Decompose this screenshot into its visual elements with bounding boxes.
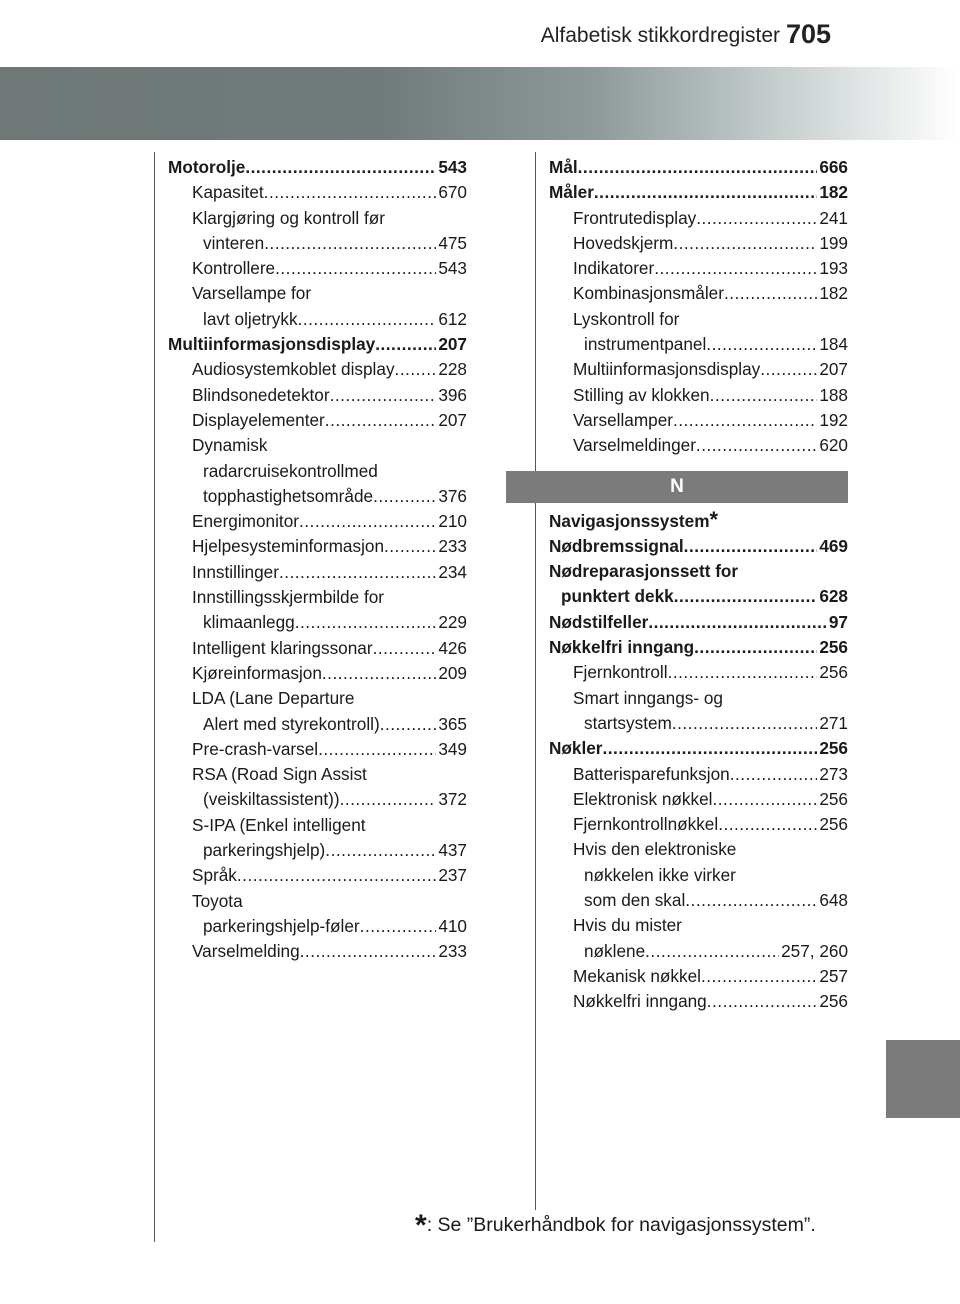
dot-leader (685, 888, 817, 913)
index-term: Nøkkelfri inngang (549, 637, 695, 658)
index-page-ref: 229 (438, 612, 467, 633)
index-page-ref: 237 (438, 865, 467, 886)
index-term: Innstillingsskjermbilde for (192, 587, 384, 608)
dot-leader (275, 256, 436, 281)
index-term: LDA (Lane Departure (192, 688, 355, 709)
index-subentry (168, 813, 467, 838)
index-page-ref: 184 (819, 334, 848, 355)
index-subentry (549, 913, 848, 938)
index-page-ref: 271 (819, 712, 848, 733)
index-term: Elektronisk nøkkel (573, 788, 713, 809)
dot-leader (264, 180, 437, 205)
index-term: Kapasitet (192, 182, 264, 203)
index-page-ref: 233 (438, 536, 467, 557)
index-page-ref: 273 (819, 763, 848, 784)
index-page-ref: 372 (438, 789, 467, 810)
index-term: Multiinformasjonsdisplay (168, 334, 376, 355)
index-term: Mekanisk nøkkel (573, 965, 701, 986)
footnote-text: : Se ”Brukerhåndbok for navigasjonssystem”. (426, 1214, 816, 1236)
index-subentry (549, 660, 848, 685)
index-term: Alert med styrekontroll) (203, 713, 380, 734)
index-term: Kontrollere (192, 258, 276, 279)
index-term: nøkkelen ikke virker (584, 864, 736, 885)
dot-leader (322, 661, 436, 686)
index-subentry (168, 939, 467, 964)
index-page-ref: 228 (438, 359, 467, 380)
dot-leader (318, 737, 436, 762)
index-page-ref: 670 (438, 182, 467, 203)
index-term: Pre-crash-varsel (192, 738, 319, 759)
index-term: Multiinformasjonsdisplay (573, 359, 761, 380)
dot-leader (696, 433, 817, 458)
index-entry (168, 155, 467, 180)
index-subentry (549, 762, 848, 787)
dot-leader (325, 838, 436, 863)
index-page-ref: 410 (438, 915, 467, 936)
index-subentry (549, 256, 848, 281)
index-page-ref: 188 (819, 384, 848, 405)
index-term: topphastighetsområde (203, 485, 374, 506)
index-page-ref: 233 (438, 941, 467, 962)
index-page-ref: 207 (438, 409, 467, 430)
dot-leader (696, 206, 817, 231)
index-term: punktert dekk (561, 586, 674, 607)
index-subentry (549, 837, 848, 862)
index-page-ref: 207 (438, 334, 467, 355)
dot-leader (360, 914, 437, 939)
index-term: S-IPA (Enkel intelligent (192, 814, 366, 835)
index-subentry (168, 610, 467, 635)
index-term: Klargjøring og kontroll før (192, 207, 385, 228)
dot-leader (706, 332, 817, 357)
index-term: Nødreparasjonssett for (549, 561, 739, 582)
index-page-ref: 193 (819, 258, 848, 279)
dot-leader (707, 989, 818, 1014)
dot-leader (673, 231, 817, 256)
index-term: Batterisparefunksjon (573, 763, 730, 784)
index-subentry (549, 863, 848, 888)
index-term: instrumentpanel (584, 334, 707, 355)
dot-leader (694, 635, 817, 660)
index-group-m (549, 155, 848, 459)
dot-leader (330, 383, 437, 408)
footnote (415, 1205, 816, 1242)
index-page-ref: 207 (819, 359, 848, 380)
index-page-ref: 257 (819, 965, 848, 986)
index-subentry (168, 180, 467, 205)
index-term: Dynamisk (192, 435, 268, 456)
index-term: klimaanlegg (203, 612, 295, 633)
index-entry (168, 332, 467, 357)
dot-leader (264, 231, 436, 256)
index-page-ref: 349 (438, 738, 467, 759)
index-subentry (549, 787, 848, 812)
index-subentry (549, 888, 848, 913)
index-page-ref: 241 (819, 207, 848, 228)
index-entry (549, 559, 848, 584)
dot-leader (668, 660, 818, 685)
index-subentry (549, 307, 848, 332)
column-rule-middle (535, 152, 536, 1210)
index-subentry (168, 231, 467, 256)
index-term: Displayelementer (192, 409, 325, 430)
index-term: Hjelpesysteminformasjon (192, 536, 384, 557)
index-page-ref: 648 (819, 890, 848, 911)
index-term: parkeringshjelp-føler (203, 915, 360, 936)
index-page-ref: 182 (819, 283, 848, 304)
dot-leader (298, 307, 437, 332)
dot-leader (340, 787, 437, 812)
index-term: Varsellampe for (192, 283, 312, 304)
index-entry (549, 584, 848, 609)
index-subentry (549, 711, 848, 736)
index-subentry (549, 332, 848, 357)
dot-leader (373, 636, 437, 661)
dot-leader (701, 964, 817, 989)
index-term: Varsellamper (573, 409, 673, 430)
index-page-ref: 209 (438, 662, 467, 683)
dot-leader (718, 812, 817, 837)
index-term: Varselmelding (192, 941, 300, 962)
dot-leader (710, 383, 818, 408)
dot-leader (712, 787, 817, 812)
index-subentry (549, 812, 848, 837)
index-term: Toyota (192, 890, 243, 911)
index-term: radarcruisekontrollmed (203, 460, 378, 481)
index-page-ref: 199 (819, 232, 848, 253)
dot-leader (672, 711, 817, 736)
index-subentry (168, 686, 467, 711)
index-term: Nødstilfeller (549, 611, 649, 632)
index-page-ref: 365 (438, 713, 467, 734)
index-page-ref: 437 (438, 840, 467, 861)
index-term: nøklene (584, 940, 646, 961)
index-subentry (168, 585, 467, 610)
index-page-ref: 469 (819, 535, 848, 556)
index-subentry (168, 914, 467, 939)
index-column-right (549, 155, 848, 1015)
index-term: Hovedskjerm (573, 232, 674, 253)
index-subentry (168, 357, 467, 382)
index-entry (549, 736, 848, 761)
index-entry: Navigasjonssystem * (549, 509, 848, 534)
index-page-ref: 396 (438, 384, 467, 405)
index-subentry (549, 383, 848, 408)
index-subentry (549, 939, 848, 964)
index-term: Indikatorer (573, 258, 655, 279)
index-subentry (168, 534, 467, 559)
dot-leader (724, 281, 817, 306)
index-subentry (168, 889, 467, 914)
index-page-ref: 97 (828, 611, 848, 632)
index-term: Innstillinger (192, 561, 279, 582)
section-header-n (506, 471, 848, 503)
index-term: Varselmeldinger (573, 435, 696, 456)
dot-leader (578, 155, 818, 180)
dot-leader (237, 863, 436, 888)
index-subentry (168, 307, 467, 332)
index-term: Hvis du mister (573, 915, 682, 936)
index-page-ref: 543 (438, 157, 467, 177)
dot-leader (594, 180, 817, 205)
index-subentry (168, 408, 467, 433)
column-rule-left (154, 152, 155, 1242)
index-subentry (168, 459, 467, 484)
index-page-ref: 376 (438, 485, 467, 506)
index-term: Måler (549, 182, 594, 203)
index-subentry (549, 281, 848, 306)
index-term: Fjernkontroll (573, 662, 668, 683)
index-term: Audiosystemkoblet display (192, 359, 395, 380)
index-term: Intelligent klaringssonar (192, 637, 373, 658)
index-page-ref: 234 (438, 561, 467, 582)
index-subentry (168, 661, 467, 686)
index-term: Språk (192, 865, 237, 886)
index-subentry (168, 509, 467, 534)
index-page-ref: 210 (438, 511, 467, 532)
dot-leader (674, 584, 818, 609)
index-page-ref: 612 (438, 308, 467, 329)
index-term: vinteren (203, 232, 265, 253)
index-term: parkeringshjelp) (203, 840, 326, 861)
index-entry (549, 635, 848, 660)
index-group-n (549, 506, 848, 1015)
running-header-title: Alfabetisk stikkordregister (540, 24, 780, 47)
index-page-ref: 256 (819, 788, 848, 809)
index-page-ref: 426 (438, 637, 467, 658)
index-page-ref: 256 (819, 738, 848, 759)
index-page-ref: 628 (819, 586, 848, 607)
dot-leader (673, 408, 817, 433)
index-term: som den skal (584, 890, 686, 911)
dot-leader (384, 534, 436, 559)
index-page-ref: 256 (819, 991, 848, 1012)
index-subentry (168, 762, 467, 787)
index-subentry (549, 357, 848, 382)
dot-leader (603, 736, 818, 761)
index-term: Kjøreinformasjon (192, 662, 322, 683)
index-subentry (168, 712, 467, 737)
dot-leader (648, 610, 827, 635)
index-term: RSA (Road Sign Assist (192, 764, 367, 785)
index-page-ref: 475 (438, 232, 467, 253)
dot-leader (654, 256, 817, 281)
index-entry (549, 534, 848, 559)
index-subentry (549, 206, 848, 231)
dot-leader (375, 332, 436, 357)
index-page-ref: 182 (819, 182, 848, 203)
index-subentry (168, 863, 467, 888)
index-term: lavt oljetrykk (203, 308, 298, 329)
index-subentry (549, 433, 848, 458)
index-term: Nødbremssignal (549, 535, 684, 556)
index-page-ref: 543 (438, 258, 467, 279)
index-subentry (168, 281, 467, 306)
index-subentry (168, 484, 467, 509)
index-subentry (168, 737, 467, 762)
index-subentry (168, 838, 467, 863)
index-subentry (549, 989, 848, 1014)
index-subentry (168, 636, 467, 661)
dot-leader (279, 560, 436, 585)
index-term: startsystem (584, 712, 672, 733)
footnote-star: * (415, 1209, 427, 1242)
index-term: Mål (549, 157, 578, 177)
index-term: Motorolje (168, 157, 246, 177)
dot-leader (373, 484, 436, 509)
dot-leader (299, 509, 436, 534)
dot-leader (760, 357, 817, 382)
index-term: Hvis den elektroniske (573, 839, 737, 860)
index-term: Stilling av klokken (573, 384, 710, 405)
index-page-ref: 620 (819, 435, 848, 456)
index-term: Nøkler (549, 738, 603, 759)
index-page-ref: 256 (819, 637, 848, 658)
index-term: Kombinasjonsmåler (573, 283, 724, 304)
index-term: Energimonitor (192, 511, 299, 532)
index-term: Nøkkelfri inngang (573, 991, 707, 1012)
index-page-ref: 256 (819, 814, 848, 835)
index-entry (549, 155, 848, 180)
index-entry (549, 610, 848, 635)
header-banner (0, 67, 960, 140)
index-subentry (549, 231, 848, 256)
index-subentry (168, 383, 467, 408)
index-term: Smart inngangs- og (573, 687, 723, 708)
index-subentry (549, 686, 848, 711)
index-column-left (168, 155, 467, 965)
index-entry (549, 180, 848, 205)
index-page-ref: 256 (819, 662, 848, 683)
dot-leader (295, 610, 437, 635)
dot-leader (395, 357, 437, 382)
index-subentry (168, 433, 467, 458)
dot-leader (730, 762, 818, 787)
dot-leader (300, 939, 437, 964)
index-subentry (168, 256, 467, 281)
dot-leader (245, 155, 436, 180)
dot-leader (325, 408, 437, 433)
dot-leader (684, 534, 818, 559)
page-number: 705 (786, 19, 832, 49)
index-term: Fjernkontrollnøkkel (573, 814, 719, 835)
index-term: (veiskiltassistent)) (203, 789, 340, 810)
index-page-ref: 257, 260 (781, 940, 848, 961)
index-subentry (168, 787, 467, 812)
index-term: Frontrutedisplay (573, 207, 697, 228)
index-subentry (168, 560, 467, 585)
dot-leader (645, 939, 779, 964)
index-term: Navigasjonssystem (549, 510, 710, 531)
index-term: Blindsonedetektor (192, 384, 330, 405)
index-page-ref: 666 (819, 157, 848, 177)
index-term: Lyskontroll for (573, 308, 680, 329)
section-letter: N (506, 471, 848, 503)
index-page-ref: 192 (819, 409, 848, 430)
index-subentry (549, 408, 848, 433)
index-subentry (549, 964, 848, 989)
dot-leader (380, 712, 437, 737)
index-subentry (168, 206, 467, 231)
index-thumb-tab (886, 1040, 960, 1118)
